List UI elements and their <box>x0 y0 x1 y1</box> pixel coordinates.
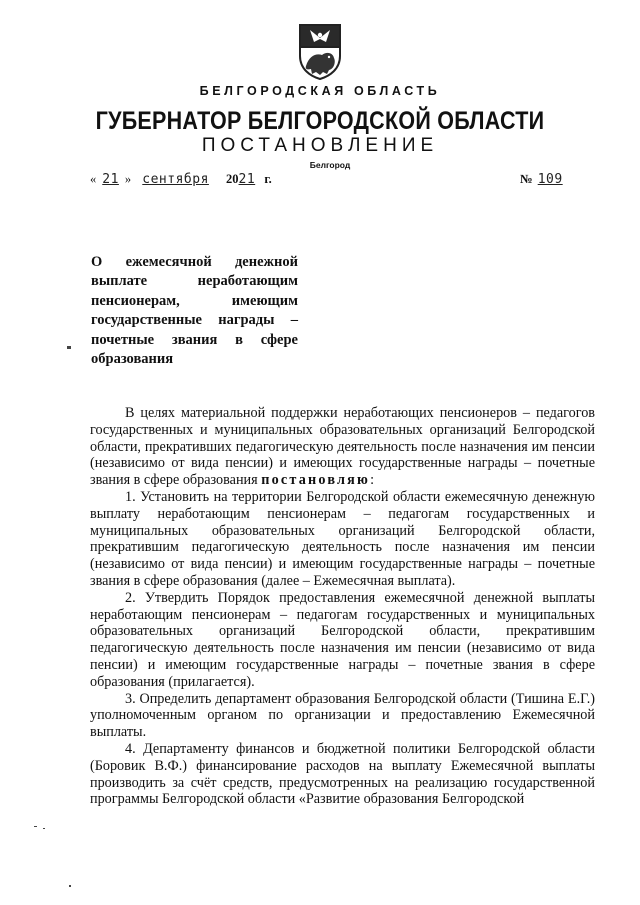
title-line: выплате неработающим <box>91 273 298 290</box>
title-line: почетные звания в сфере <box>91 331 298 348</box>
clause-paragraph: 3. Определить департамент образования Белгородской области (Тишина Е.Г.) уполномоченным органом по организации и предоставлению Ежемесячной выплаты. <box>90 690 595 741</box>
city-label: Белгород <box>309 160 351 170</box>
decree-title <box>91 253 298 369</box>
number-prefix: № <box>520 172 533 186</box>
title-line: государственные награды – <box>91 312 298 329</box>
scan-speck <box>34 826 37 827</box>
scan-speck <box>43 828 45 829</box>
title-line: О ежемесячной денежной <box>91 254 298 270</box>
preamble-text: В целях материальной поддержки неработающих пенсионеров – педагогов государственных и муниципальных образовательных организаций Белгородской области, прекративших педагогическую деятельность после назначения им пенсии (независимо от вида пенсии) и имеющих государственные награды – почетные звания в сфере образования <box>90 405 595 489</box>
decree-body <box>90 405 595 808</box>
date-day: 21 <box>102 172 119 187</box>
clause-paragraph: 1. Установить на территории Белгородской области ежемесячную денежную выплату неработающим пенсионерам – педагогам государственных и муниципальных образовательных организаций Белгородской области, прекратившим педагогическую деятельность после назначения им пенсии (независимо от вида пенсии) и имеющим государственные награды – почетные звания в сфере образования (далее – Ежемесячная выплата). <box>90 488 595 589</box>
clause-paragraph: 2. Утвердить Порядок предоставления ежемесячной денежной выплаты неработающим пенсионерам – педагогам государственных и муниципальных образовательных организаций Белгородской области, прекратившим педагогическую деятельность после назначения им пенсии (независимо от вида пенсии) и имеющим государственные награды – почетные звания в сфере образования (прилагается). <box>90 589 595 690</box>
date-close-quote: » <box>124 172 132 186</box>
scan-speck <box>69 885 71 887</box>
date-year-suffix: 21 <box>238 172 256 187</box>
clause-paragraph: 4. Департаменту финансов и бюджетной политики Белгородской области (Боровик В.Ф.) финансирование расходов на выплату Ежемесячной выплаты производить за счёт средств, предусмотренных на реализацию государственной программы Белгородской области «Развитие образования Белгородской <box>90 740 595 808</box>
number-value: 109 <box>537 172 563 187</box>
date-year-prefix: 20 <box>226 172 239 186</box>
decree-date <box>90 172 272 187</box>
preamble-paragraph <box>90 405 595 489</box>
date-month: сентября <box>142 172 209 187</box>
region-heading: БЕЛГОРОДСКАЯ ОБЛАСТЬ <box>199 84 441 98</box>
title-line: образования <box>91 351 174 368</box>
date-year-unit: г. <box>264 172 272 186</box>
preamble-colon: : <box>370 472 375 489</box>
scan-speck <box>67 346 71 349</box>
decree-number <box>520 172 575 187</box>
date-open-quote: « <box>90 172 97 186</box>
coat-of-arms-icon <box>296 22 344 80</box>
document-type-heading: ПОСТАНОВЛЕНИЕ <box>201 135 439 156</box>
resolution-keyword: постановляю <box>261 472 371 489</box>
title-line: пенсионерам, имеющим <box>91 292 298 309</box>
authority-heading: ГУБЕРНАТОР БЕЛГОРОДСКОЙ ОБЛАСТИ <box>95 107 545 135</box>
